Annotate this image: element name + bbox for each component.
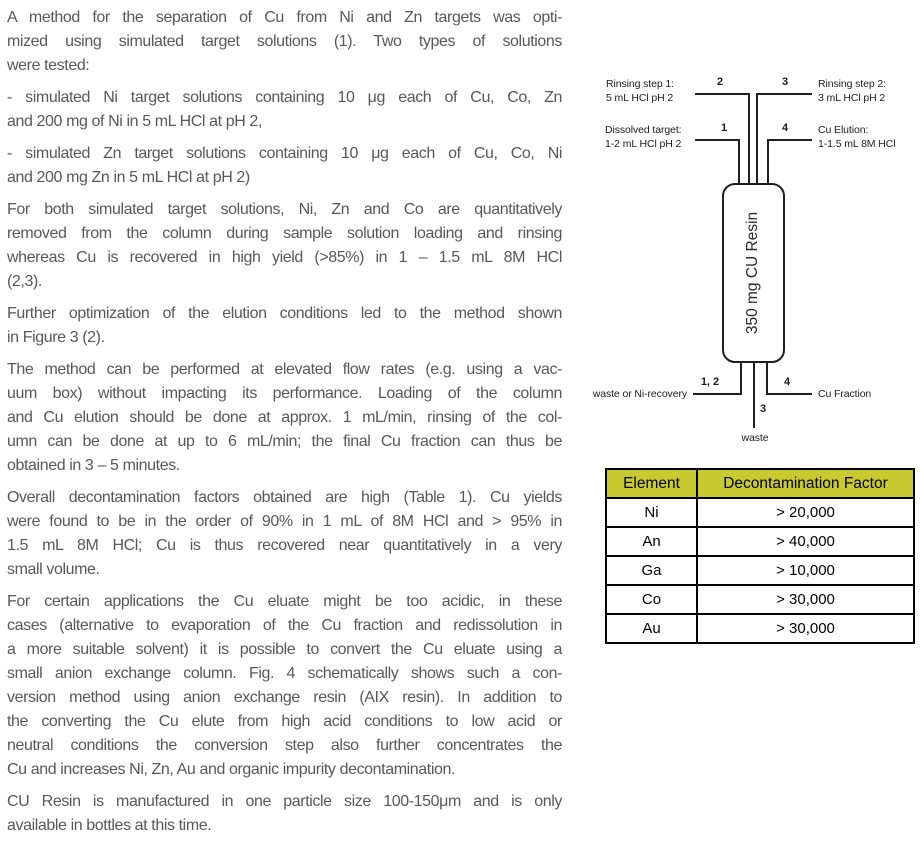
table-header-row [606,469,914,498]
factor-cell: > 10,000 [697,556,914,585]
waste-label: waste [741,432,769,444]
paragraph-line: umn can be done at up to 6 mL/min; the final Cu fraction can thus be [7,433,562,450]
paragraph-line: 1.5 mL 8M HCl; Cu is thus recovered near quantitatively in a very [7,537,562,554]
outlet-tube-left [740,361,742,395]
paragraph-line: available in bottles at this time. [7,817,212,834]
outlet-tube-center [753,361,755,428]
resin-column [722,183,785,363]
paragraph-line: uum box) without impacting its performance. Loading of the column [7,385,562,402]
paragraph-line: whereas Cu is recovered in high yield (>85%) in 1 – 1.5 mL 8M HCl [7,249,562,266]
table-row [606,498,914,527]
paragraph-line: in Figure 3 (2). [7,329,105,346]
paragraph [7,790,562,838]
paragraph-line: neutral conditions the conversion step also further concentrates the [7,737,562,754]
rinsing-step2-value: 3 mL HCl pH 2 [818,92,886,104]
separation-diagram [560,60,920,468]
inlet-tube-3 [756,93,758,185]
paragraph [7,358,562,478]
paragraph-line: and Cu elution should be done at approx. 1 mL/min, rinsing of the col- [7,409,562,426]
factor-cell: > 30,000 [697,585,914,614]
article [7,6,562,842]
element-header: Element [606,469,697,498]
paragraph-line: Further optimization of the elution conditions led to the method shown [7,305,562,322]
rinsing-step2-title: Rinsing step 2: [818,78,886,90]
paragraph-line: were found to be in the order of 90% in 1 mL of 8M HCl and > 95% in [7,513,562,530]
dissolved-target-value: 1-2 mL HCl pH 2 [605,138,682,150]
inlet-line-2 [695,93,750,95]
rinsing-step1-title: Rinsing step 1: [606,78,674,90]
factor-cell: > 40,000 [697,527,914,556]
paragraph-line: For certain applications the Cu eluate might be too acidic, in these [7,593,562,610]
paragraph-line: mized using simulated target solutions (1). Two types of solutions [7,33,562,50]
paragraph [7,198,562,294]
paragraph-line: removed from the column during sample solution loading and rinsing [7,225,562,242]
outlet-line-right [766,393,812,395]
paragraph-line: A method for the separation of Cu from Ni and Zn targets was opti- [7,9,562,26]
decontamination-table [605,468,915,644]
paragraph-line: and 200 mg Zn in 5 mL HCl at pH 2) [7,169,250,186]
outlet-tube-right [766,361,768,395]
paragraph-line: obtained in 3 – 5 minutes. [7,457,180,474]
element-cell: Co [606,585,697,614]
paragraph [7,486,562,582]
rinsing-step1-value: 5 mL HCl pH 2 [606,92,674,104]
paragraph-line: For both simulated target solutions, Ni, Zn and Co are quantitatively [7,201,562,218]
paragraph-line: the converting the Cu elute from high acid conditions to low acid or [7,713,562,730]
dissolved-target-label [605,123,682,151]
port-number-4: 4 [781,122,789,134]
cu-elution-label [818,123,895,151]
rinsing-step2-label [818,77,886,105]
paragraph [7,302,562,350]
dissolved-target-title: Dissolved target: [605,124,682,136]
paragraph-line: The method can be performed at elevated flow rates (e.g. using a vac- [7,361,562,378]
paragraph-line: Cu and increases Ni, Zn, Au and organic impurity decontamination. [7,761,456,778]
table-row [606,527,914,556]
paragraph-line: CU Resin is manufactured in one particle size 100-150μm and is only [7,793,562,810]
port-number-1-2-bottom: 1, 2 [700,376,720,388]
element-cell: Au [606,614,697,643]
element-cell: An [606,527,697,556]
cu-fraction-label: Cu Fraction [818,388,872,400]
paragraph-line: small anion exchange column. Fig. 4 schematically shows such a con- [7,665,562,682]
inlet-line-3 [756,93,812,95]
paragraph-line: Overall decontamination factors obtained are high (Table 1). Cu yields [7,489,562,506]
table-row [606,614,914,643]
element-cell: Ga [606,556,697,585]
cu-elution-value: 1-1.5 mL 8M HCl [818,138,896,150]
paragraph [7,6,562,78]
port-number-3: 3 [781,76,789,88]
inlet-tube-4 [767,139,769,185]
paragraph-line: version method using anion exchange resin (AIX resin). In addition to [7,689,562,706]
paragraph-line: - simulated Zn target solutions containing 10 μg each of Cu, Co, Ni [7,145,562,162]
waste-ni-recovery-label: waste or Ni-recovery [592,388,687,400]
port-number-2: 2 [716,76,724,88]
factor-cell: > 20,000 [697,498,914,527]
paragraph-line: - simulated Ni target solutions containing 10 μg each of Cu, Co, Zn [7,89,562,106]
paragraph-line: and 200 mg of Ni in 5 mL HCl at pH 2, [7,113,262,130]
resin-column-label: 350 mg CU Resin [744,211,762,335]
inlet-tube-2 [748,93,750,185]
table-row [606,556,914,585]
inlet-tube-1 [738,139,740,185]
port-number-1: 1 [720,122,728,134]
paragraph [7,590,562,782]
paragraph-line: were tested: [7,57,90,74]
factor-cell: > 30,000 [697,614,914,643]
paragraph [7,86,562,134]
element-cell: Ni [606,498,697,527]
inlet-line-1 [695,139,740,141]
paragraph-line: a more suitable solvent) it is possible to convert the Cu eluate using a [7,641,562,658]
table-row [606,585,914,614]
cu-elution-title: Cu Elution: [818,124,869,136]
paragraph [7,142,562,190]
inlet-line-4 [767,139,812,141]
decon-table-body [606,498,914,643]
outlet-line-left [693,393,742,395]
paragraph-line: (2,3). [7,273,42,290]
paragraph-line: cases (alternative to evaporation of the Cu fraction and redissolution in [7,617,562,634]
paragraph-line: small volume. [7,561,100,578]
port-number-3-bottom: 3 [759,403,767,415]
rinsing-step1-label [606,77,674,105]
factor-header: Decontamination Factor [697,469,914,498]
port-number-4-bottom: 4 [783,376,791,388]
